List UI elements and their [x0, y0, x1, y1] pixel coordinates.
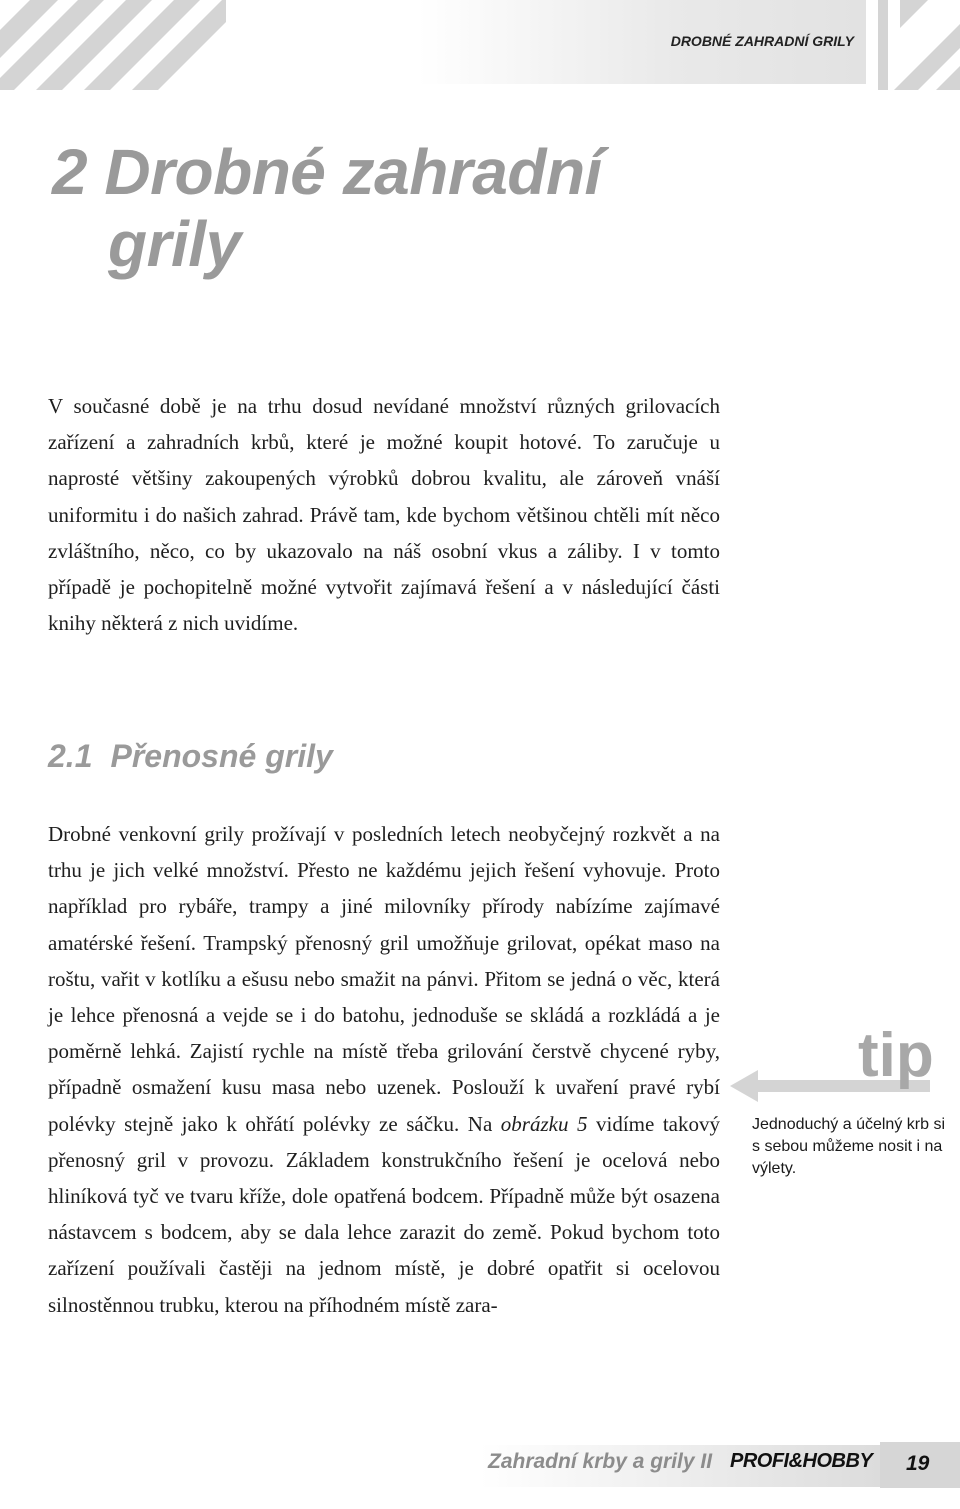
intro-paragraph: V současné době je na trhu dosud nevídané množství různých grilovacích zařízení a zahradních krbů, které je možné koupit hotové. To zaručuje u naprosté většiny zakoupených výrobků dobrou kvalitu, ale zároveň vnáší uniformitu i do našich zahrad. Právě tam, kde bychom většinou chtěli mít něco zvláštního, něco, co by ukazovalo na náš osobní vkus a záliby. I v tomto případě je pochopitelně možné vytvořit zajímavá řešení a v následující části knihy některá z nich uvidíme. — [48, 394, 720, 636]
chapter-title-line2: grily — [108, 208, 241, 280]
chapter-title-line1: 2 Drobné zahradní — [52, 136, 602, 208]
page-number: 19 — [906, 1452, 930, 1475]
section-title: Přenosné grily — [110, 738, 333, 774]
running-header: DROBNÉ ZAHRADNÍ GRILY — [670, 33, 854, 49]
body-paragraph — [48, 816, 720, 1323]
header-stripes-decoration — [0, 0, 240, 90]
footer-book-title: Zahradní krby a grily II — [488, 1450, 713, 1473]
tip-arrow-icon — [730, 1020, 955, 1120]
tip-label: tip — [858, 1021, 934, 1090]
figure-reference: obrázku 5 — [500, 1111, 588, 1136]
tip-note: Jednoduchý a účelný krb si s sebou můžeme nosit i na výlety. — [752, 1116, 945, 1177]
body-text-part2: vidíme takový přenosný gril v provozu. Základem konstrukčního řešení je ocelová nebo hliníková tyč ve tvaru kříže, dole opatřená bodcem. Případně může být osazena nástavcem s bodcem, aby se dala lehce zarazit do země. Pokud bychom toto zařízení používali častěji na jednom místě, je dobré opatřit si ocelovou silnostěnnou trubku, kterou na příhodném místě zara- — [48, 1111, 721, 1317]
body-text-part1: Drobné venkovní grily prožívají v posledních letech neobyčejný rozkvět a na trhu je jich velké množství. Přesto ne každému jejich řešení vyhovuje. Proto například pro rybáře, trampy a jiné milovníky přírody nabízíme zajímavé amatérské řešení. Trampský přenosný gril umožňuje grilovat, opékat maso na roštu, vařit v kotlíku a ešusu nebo smažit na pánvi. Přitom se jedná o věc, která je lehce přenosná a vejde se i do batohu, jednoduše se skládá a rozkládá a je poměrně lehká. Zajistí rychle na místě třeba grilování čerstvě chycené ryby, případně osmažení kusu masa nebo uzenek. Poslouží k uvaření pravé rybí polévky stejně jako k ohřátí polévky ze sáčku. Na — [48, 822, 720, 1136]
chapter-title — [52, 136, 672, 280]
corner-stripes-decoration — [878, 0, 960, 90]
footer-brand-logo: PROFI&HOBBY — [730, 1450, 873, 1472]
section-heading — [48, 738, 333, 775]
section-number: 2.1 — [48, 738, 93, 774]
